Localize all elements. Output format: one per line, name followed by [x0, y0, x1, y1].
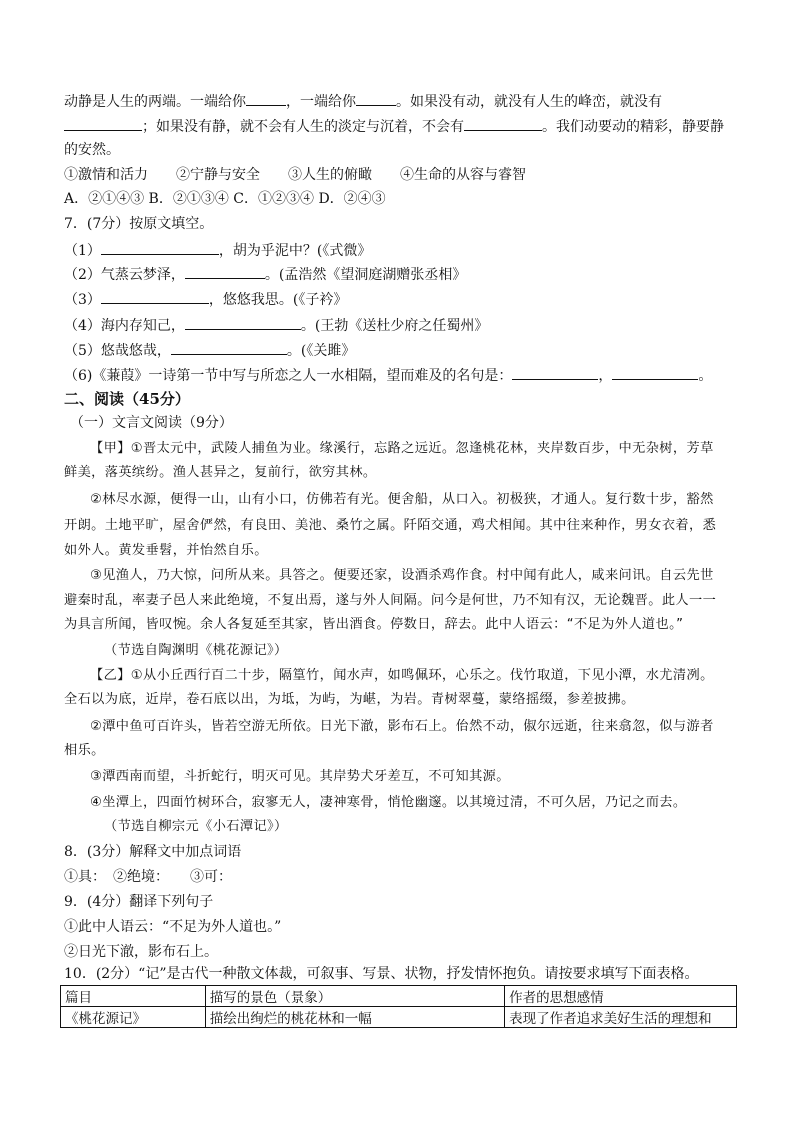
passage-jia-p1a: 【甲】①晋太元中，武陵人捕鱼为业。缘溪行，忘路之远近。忽逢桃花林，夹岸数百步，中无杂树，芳草: [90, 441, 714, 456]
table-header-cell: 描写的景色（景象）: [205, 986, 504, 1007]
q7-text: ，: [598, 368, 613, 384]
q7-title: 7．(7分）按原文填空。: [64, 216, 214, 232]
q6-text: 。我们动要动的精彩，静要静: [542, 119, 724, 135]
table-header-row: [61, 986, 737, 1007]
q6-text: 。如果没有动，就没有人生的峰峦，就没有: [396, 94, 662, 110]
q9-sentence-2: ②日光下澈，影布石上。: [64, 944, 218, 960]
answer-blank[interactable]: [64, 116, 142, 131]
q9-sentence-1: ①此中人语云：“不足为外人道也。”: [64, 919, 282, 935]
answer-blank[interactable]: [464, 116, 542, 131]
q7-label: （3）: [64, 292, 101, 308]
passage-yi-p3: ③潭西南而望，斗折蛇行，明灭可见。其岸势犬牙差互，不可知其源。: [90, 769, 510, 784]
q8-items: ①具： ②绝境： ③可：: [64, 869, 232, 885]
section-2-sub-1: （一）文言文阅读（9分）: [70, 415, 233, 431]
table-cell[interactable]: 表现了作者追求美好生活的理想和: [505, 1007, 737, 1028]
passage-yi-p2a: ②潭中鱼可百许头，皆若空游无所依。日光下澈，影布石上。佁然不动，俶尔远逝，往来翕忽，似与游者: [90, 719, 714, 734]
table-row: [61, 1007, 737, 1028]
answer-blank[interactable]: [246, 91, 286, 106]
q7-item-4: [64, 315, 488, 336]
q10-table: [60, 985, 737, 1028]
q7-text: 。(王勃《送杜少府之任蜀州》: [300, 318, 489, 334]
q7-label: （5）悠哉悠哉，: [64, 343, 171, 359]
passage-jia-p2a: ②林尽水源，便得一山，山有小口，仿佛若有光。便舍船，从口入。初极狭，才通人。复行数十步，豁然: [90, 492, 714, 507]
q7-text: ，胡为乎泥中？(《式微》: [218, 243, 372, 259]
table-header-cell: 作者的思想感情: [505, 986, 737, 1007]
q7-label: （1）: [64, 243, 101, 259]
answer-blank[interactable]: [101, 240, 219, 255]
q7-item-1: [64, 240, 371, 261]
q10-title: 10．(2分）“记”是古代一种散文体裁，可叙事、写景、状物，抒发情怀抱负。请按要求填写下面表格。: [64, 966, 699, 982]
q7-item-5: [64, 340, 355, 361]
q7-item-6: [64, 365, 712, 386]
passage-jia-source: （节选自陶渊明《桃花源记》）: [104, 643, 288, 658]
passage-jia-p3a: ③见渔人，乃大惊，问所从来。具答之。便要还家，设酒杀鸡作食。村中闻有此人，咸来问讯。自云先世: [90, 568, 714, 583]
section-2-title: 二、阅读（45分）: [64, 390, 190, 408]
passage-yi-p2b: 相乐。: [64, 743, 105, 758]
passage-jia-p2c: 如外人。黄发垂髫，并怡然自乐。: [64, 543, 268, 558]
q6-line-3: 的安然。: [64, 142, 120, 158]
passage-jia-p3c: 为具言所闻，皆叹惋。余人各复延至其家，皆出酒食。停数日，辞去。此中人语云：“不足为外人道也。”: [64, 617, 684, 632]
answer-blank[interactable]: [185, 264, 265, 279]
table-cell[interactable]: 描绘出绚烂的桃花林和一幅: [205, 1007, 504, 1028]
answer-blank[interactable]: [185, 315, 301, 330]
answer-blank[interactable]: [356, 91, 396, 106]
passage-yi-source: （节选自柳宗元《小石潭记》）: [104, 819, 288, 834]
q7-item-2: [64, 264, 466, 285]
passage-yi-p4: ④坐潭上，四面竹树环合，寂寥无人，凄神寒骨，悄怆幽邃。以其境过清，不可久居，乃记之而去。: [90, 795, 687, 810]
q8-title: 8．(3分）解释文中加点词语: [64, 844, 242, 860]
answer-blank[interactable]: [101, 289, 209, 304]
table-cell: 《桃花源记》: [61, 1007, 206, 1028]
passage-jia-p3b: 避秦时乱，率妻子邑人来此绝境，不复出焉，遂与外人间隔。问今是何世，乃不知有汉，无论魏晋。此人一一: [64, 593, 717, 608]
passage-jia-p1b: 鲜美，落英缤纷。渔人甚异之，复前行，欲穷其林。: [64, 465, 377, 480]
q7-label: （6)《蒹葭》一诗第一节中写与所恋之人一水相隔，望而难及的名句是：: [64, 368, 513, 384]
q6-items: ①激情和活力 ②宁静与安全 ③人生的俯瞰 ④生命的从容与睿智: [64, 167, 526, 183]
passage-jia-p2b: 开朗。土地平旷，屋舍俨然，有良田、美池、桑竹之属。阡陌交通，鸡犬相闻。其中往来种作，男女衣着，悉: [64, 518, 717, 533]
answer-blank[interactable]: [512, 365, 598, 380]
answer-blank[interactable]: [171, 340, 287, 355]
q7-item-3: [64, 289, 347, 310]
q6-text: ；如果没有静，就不会有人生的淡定与沉着，不会有: [142, 119, 464, 135]
q6-text: 动静是人生的两端。一端给你: [64, 94, 246, 110]
passage-yi-p1b: 全石以为底，近岸，卷石底以出，为坻，为屿，为嵁，为岩。青树翠蔓，蒙络摇缀，参差披拂。: [64, 692, 635, 707]
q9-title: 9．(4分）翻译下列句子: [64, 894, 214, 910]
table-header-cell: 篇目: [61, 986, 206, 1007]
q7-text: 。: [698, 368, 713, 384]
q6-line-1: [64, 91, 662, 112]
q7-label: （2）气蒸云梦泽，: [64, 267, 185, 283]
q6-text: ，一端给你: [286, 94, 356, 110]
q6-line-2: [64, 116, 724, 137]
answer-blank[interactable]: [612, 365, 698, 380]
q7-text: 。(孟浩然《望洞庭湖赠张丞相》: [264, 267, 467, 283]
q6-choices: A．②①④③ B．②①③④ C．①②③④ D．②④③: [64, 191, 386, 207]
passage-yi-p1a: 【乙】①从小丘西行百二十步，隔篁竹，闻水声，如鸣佩环，心乐之。伐竹取道，下见小潭，水尤清冽。: [90, 668, 714, 683]
q7-text: ，悠悠我思。(《子衿》: [208, 292, 348, 308]
q7-text: 。(《关雎》: [286, 343, 356, 359]
q7-label: （4）海内存知己，: [64, 318, 185, 334]
